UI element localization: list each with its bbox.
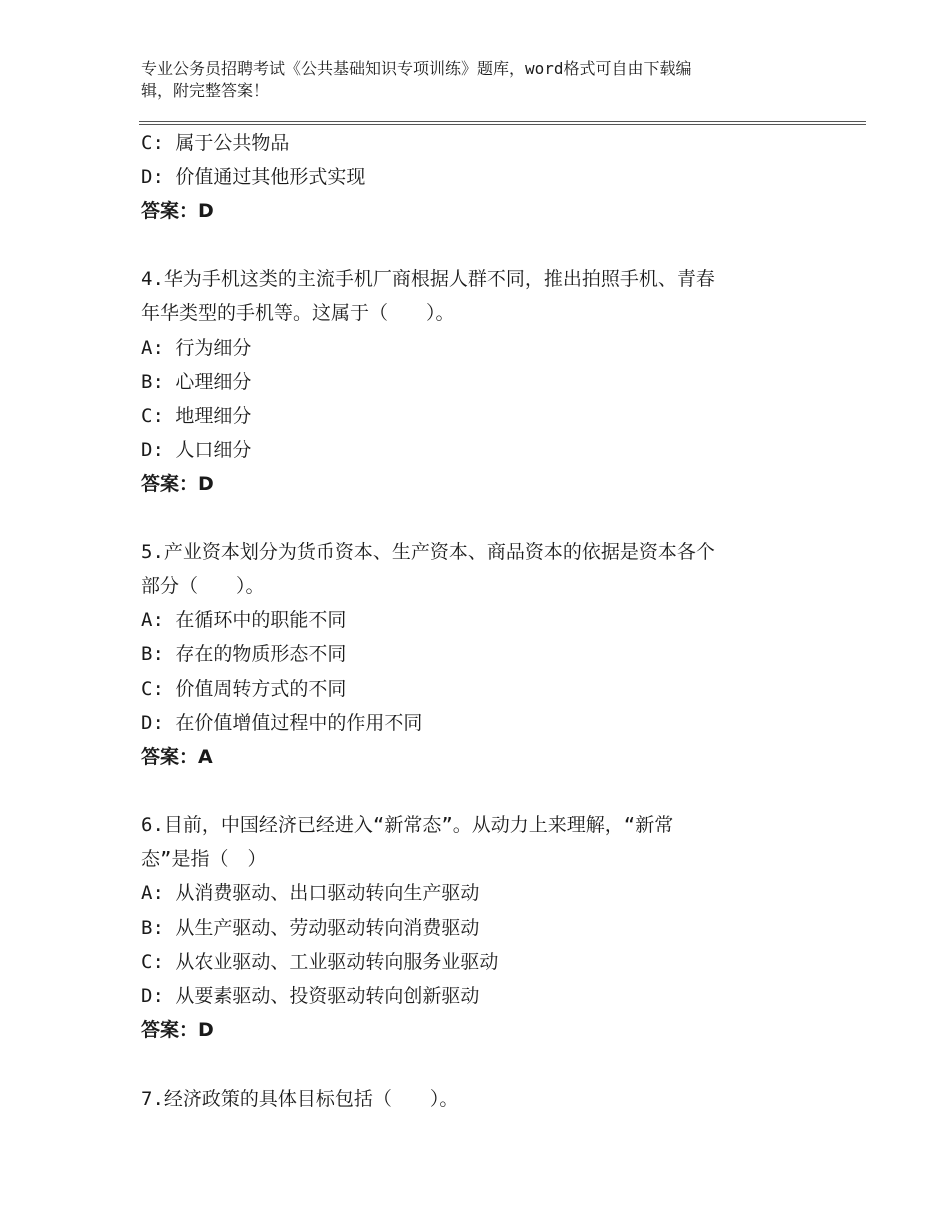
q4-stem-line-1: 4.华为手机这类的主流手机厂商根据人群不同，推出拍照手机、青春 (141, 268, 715, 290)
header-rule-bottom (139, 124, 866, 125)
q4-option-c: C: 地理细分 (141, 405, 252, 427)
q5-stem-line-1: 5.产业资本划分为货币资本、生产资本、商品资本的依据是资本各个 (141, 541, 715, 563)
q5-option-a: A: 在循环中的职能不同 (141, 609, 347, 631)
q6-stem-line-1: 6.目前，中国经济已经进入“新常态”。从动力上来理解，“新常 (141, 814, 674, 836)
q5-option-c: C: 价值周转方式的不同 (141, 678, 347, 700)
q4-answer: 答案：D (141, 473, 214, 495)
header-text-line-2: 辑，附完整答案！ (141, 81, 270, 100)
q5-option-b: B: 存在的物质形态不同 (141, 643, 347, 665)
q3-option-d: D: 价值通过其他形式实现 (141, 166, 366, 188)
q3-answer: 答案：D (141, 200, 214, 222)
header-text-line-1: 专业公务员招聘考试《公共基础知识专项训练》题库，word格式可自由下载编 (141, 59, 692, 78)
q5-option-d: D: 在价值增值过程中的作用不同 (141, 712, 423, 734)
q5-stem-line-2: 部分（ ）。 (141, 575, 265, 597)
q6-stem-line-2: 态”是指（ ） (141, 848, 267, 870)
q6-option-c: C: 从农业驱动、工业驱动转向服务业驱动 (141, 951, 499, 973)
q4-stem-line-2: 年华类型的手机等。这属于（ ）。 (141, 302, 455, 324)
q3-option-c: C: 属于公共物品 (141, 132, 290, 154)
q7-stem-line-1: 7.经济政策的具体目标包括（ ）。 (141, 1088, 459, 1110)
q6-option-d: D: 从要素驱动、投资驱动转向创新驱动 (141, 985, 480, 1007)
q6-answer: 答案：D (141, 1019, 214, 1041)
q6-option-a: A: 从消费驱动、出口驱动转向生产驱动 (141, 882, 480, 904)
q6-option-b: B: 从生产驱动、劳动驱动转向消费驱动 (141, 917, 480, 939)
header-rule-top (139, 121, 866, 122)
document-header (141, 58, 791, 102)
q5-answer: 答案：A (141, 746, 213, 768)
q4-option-b: B: 心理细分 (141, 371, 252, 393)
q4-option-a: A: 行为细分 (141, 337, 252, 359)
q4-option-d: D: 人口细分 (141, 439, 252, 461)
